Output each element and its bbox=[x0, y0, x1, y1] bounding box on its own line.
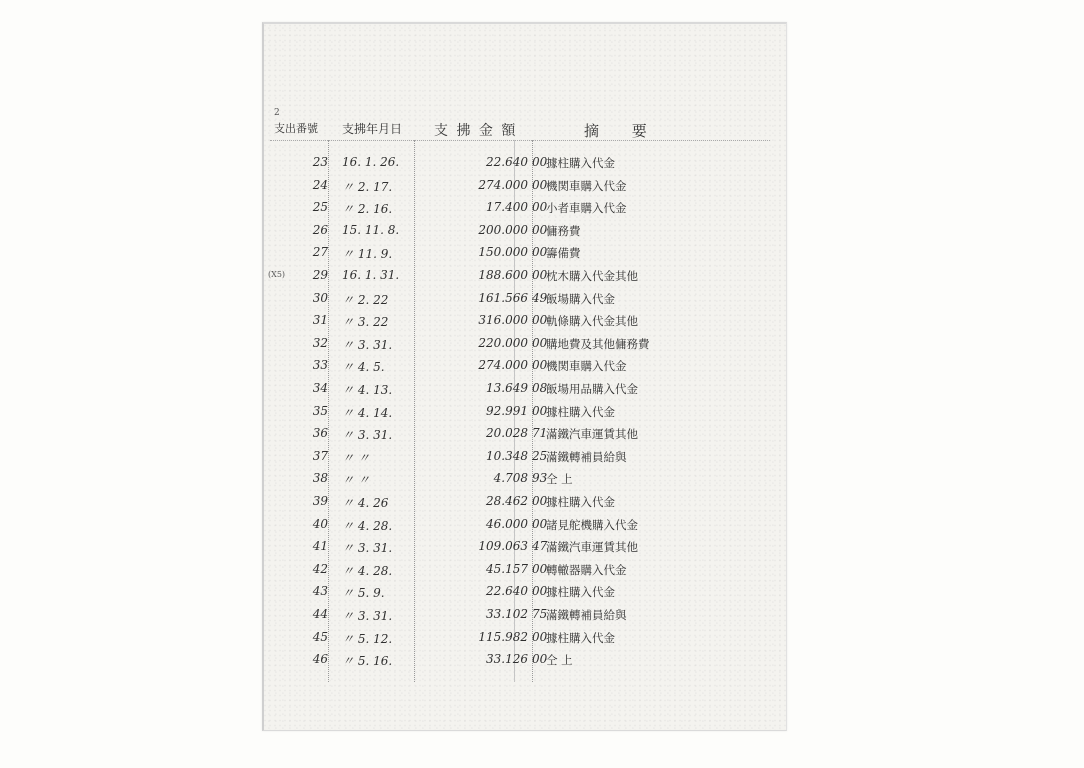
ledger-row bbox=[264, 242, 784, 264]
payment-amount: 161.566 bbox=[478, 290, 528, 305]
payment-amount-decimal: 00 bbox=[532, 245, 548, 260]
voucher-number: 25 bbox=[312, 200, 328, 215]
voucher-number: 44 bbox=[312, 607, 328, 621]
payment-amount: 17.400 bbox=[486, 200, 528, 215]
voucher-number: 26 bbox=[312, 222, 328, 237]
ledger-row bbox=[264, 355, 784, 377]
payment-date: 〃 11. 9. bbox=[342, 247, 393, 262]
payment-amount: 13.649 bbox=[486, 381, 528, 395]
payment-amount-decimal: 00 bbox=[532, 200, 548, 215]
payment-amount-decimal: 00 bbox=[532, 177, 548, 192]
payment-summary: 飯場用品購入代金 bbox=[546, 382, 638, 396]
payment-amount-decimal: 00 bbox=[532, 516, 548, 531]
payment-amount: 115.982 bbox=[478, 629, 528, 644]
payment-amount-decimal: 00 bbox=[532, 313, 548, 328]
payment-amount-decimal: 00 bbox=[532, 155, 548, 169]
payment-amount-decimal: 00 bbox=[532, 561, 548, 576]
ledger-row bbox=[264, 446, 784, 468]
payment-date: 〃 2. 17. bbox=[342, 179, 393, 194]
payment-amount: 274.000 bbox=[478, 358, 528, 373]
payment-amount: 4.708 bbox=[493, 471, 528, 486]
payment-amount-decimal: 93 bbox=[532, 471, 548, 486]
payment-amount: 33.102 bbox=[486, 607, 528, 621]
voucher-number: 32 bbox=[312, 335, 328, 350]
ledger-row bbox=[264, 175, 784, 197]
payment-date: 〃 3. 31. bbox=[342, 337, 393, 352]
voucher-number: 45 bbox=[312, 629, 328, 644]
payment-summary: 傭務費 bbox=[546, 223, 581, 238]
ledger-row bbox=[264, 627, 784, 649]
payment-amount: 188.600 bbox=[478, 268, 528, 282]
payment-summary: 仝 上 bbox=[546, 653, 573, 668]
ledger-row bbox=[264, 378, 784, 400]
voucher-number: 46 bbox=[312, 652, 328, 667]
payment-amount: 220.000 bbox=[478, 335, 528, 350]
voucher-number: 40 bbox=[312, 516, 328, 531]
ledger-row bbox=[264, 559, 784, 581]
payment-amount-decimal: 00 bbox=[532, 652, 548, 667]
payment-summary: 枕木購入代金其他 bbox=[546, 269, 638, 283]
payment-amount: 33.126 bbox=[486, 652, 528, 667]
voucher-number: 42 bbox=[312, 561, 328, 576]
ledger-row bbox=[264, 197, 784, 219]
payment-amount: 92.991 bbox=[486, 403, 528, 418]
payment-amount: 150.000 bbox=[478, 245, 528, 260]
payment-date: 〃 5. 12. bbox=[342, 631, 393, 646]
voucher-number: 23 bbox=[312, 155, 328, 169]
payment-amount-decimal: 00 bbox=[532, 268, 548, 282]
payment-date: 15. 11. 8. bbox=[342, 222, 400, 237]
payment-amount-decimal: 08 bbox=[532, 381, 548, 395]
ledger-row bbox=[264, 423, 784, 445]
voucher-number: 24 bbox=[312, 177, 328, 192]
payment-summary: 小者車購入代金 bbox=[546, 201, 627, 216]
payment-amount: 46.000 bbox=[486, 516, 528, 531]
payment-summary: 諸見舵機購入代金 bbox=[546, 517, 638, 532]
ledger-row bbox=[264, 220, 784, 242]
payment-date: 〃 3. 31. bbox=[342, 541, 393, 556]
payment-amount-decimal: 00 bbox=[532, 494, 548, 508]
ledger-sheet bbox=[262, 22, 787, 731]
payment-amount-decimal: 00 bbox=[532, 335, 548, 350]
payment-date: 〃 5. 16. bbox=[342, 654, 393, 669]
payment-date: 〃 5. 9. bbox=[342, 586, 385, 601]
payment-summary: 滿鐵汽車運賃其他 bbox=[546, 427, 638, 442]
payment-date: 〃 〃 bbox=[342, 450, 370, 465]
header-payment-date: 支拂年月日 bbox=[342, 122, 403, 136]
ledger-row bbox=[264, 468, 784, 490]
payment-date: 16. 1. 31. bbox=[342, 268, 400, 282]
payment-amount-decimal: 49 bbox=[532, 290, 548, 305]
payment-summary: 軌條購入代金其他 bbox=[546, 314, 638, 329]
payment-summary: 籌備費 bbox=[546, 246, 581, 261]
payment-date: 〃 〃 bbox=[342, 473, 370, 488]
payment-date: 〃 4. 28. bbox=[342, 518, 393, 533]
payment-amount-decimal: 71 bbox=[532, 426, 548, 441]
payment-amount: 10.348 bbox=[486, 448, 528, 463]
payment-summary: 據柱購入代金 bbox=[546, 495, 615, 509]
payment-summary: 據柱購入代金 bbox=[546, 156, 615, 170]
payment-summary: 滿鐵轉補員給與 bbox=[546, 608, 627, 622]
payment-date: 〃 4. 5. bbox=[342, 360, 385, 375]
voucher-number: 34 bbox=[312, 381, 328, 395]
payment-amount: 316.000 bbox=[478, 313, 528, 328]
payment-summary: 購地費及其他傭務費 bbox=[546, 336, 650, 351]
payment-date: 〃 3. 31. bbox=[342, 609, 393, 623]
payment-summary: 轉轍器購入代金 bbox=[546, 562, 627, 577]
payment-amount-decimal: 00 bbox=[532, 403, 548, 418]
header-summary: 摘 要 bbox=[584, 122, 661, 140]
ledger-row bbox=[264, 265, 784, 287]
voucher-number: 27 bbox=[312, 245, 328, 260]
voucher-number: 36 bbox=[312, 426, 328, 441]
payment-summary: 飯場購入代金 bbox=[546, 291, 615, 306]
payment-summary: 機関車購入代金 bbox=[546, 359, 627, 374]
payment-summary: 據柱購入代金 bbox=[546, 585, 615, 600]
payment-date: 〃 4. 28. bbox=[342, 563, 393, 578]
payment-summary: 據柱購入代金 bbox=[546, 630, 615, 645]
payment-amount: 274.000 bbox=[478, 177, 528, 192]
payment-summary: 據柱購入代金 bbox=[546, 404, 615, 419]
payment-amount-decimal: 00 bbox=[532, 222, 548, 237]
ledger-row bbox=[264, 401, 784, 423]
payment-amount: 45.157 bbox=[486, 561, 528, 576]
payment-amount-decimal: 25 bbox=[532, 448, 548, 463]
ledger-row bbox=[264, 310, 784, 332]
ledger-row bbox=[264, 152, 784, 174]
payment-date: 〃 2. 16. bbox=[342, 202, 393, 217]
header-voucher-no: 支出番號 bbox=[274, 122, 318, 135]
payment-amount: 200.000 bbox=[478, 222, 528, 237]
voucher-number: 43 bbox=[312, 584, 328, 599]
payment-summary: 滿鐵汽車運賃其他 bbox=[546, 540, 638, 555]
voucher-number: 37 bbox=[312, 448, 328, 463]
payment-amount-decimal: 75 bbox=[532, 607, 548, 621]
ledger-row bbox=[264, 649, 784, 671]
payment-amount: 22.640 bbox=[486, 155, 528, 169]
payment-amount: 20.028 bbox=[486, 426, 528, 441]
voucher-number: 30 bbox=[312, 290, 328, 305]
payment-amount: 109.063 bbox=[478, 539, 528, 554]
payment-amount-decimal: 47 bbox=[532, 539, 548, 554]
payment-date: 〃 4. 13. bbox=[342, 383, 393, 397]
payment-summary: 滿鐵轉補員給與 bbox=[546, 449, 627, 464]
payment-amount-decimal: 00 bbox=[532, 629, 548, 644]
voucher-number: 31 bbox=[312, 313, 328, 328]
ledger-row bbox=[264, 514, 784, 536]
voucher-number: 38 bbox=[312, 471, 328, 486]
ledger-row bbox=[264, 491, 784, 513]
ledger-row bbox=[264, 333, 784, 355]
payment-summary: 機関車購入代金 bbox=[546, 178, 627, 193]
payment-date: 〃 3. 22 bbox=[342, 315, 389, 330]
ledger-row bbox=[264, 604, 784, 626]
payment-amount-decimal: 00 bbox=[532, 358, 548, 373]
header-rule bbox=[270, 140, 770, 141]
payment-date: 16. 1. 26. bbox=[342, 155, 400, 169]
payment-amount-decimal: 00 bbox=[532, 584, 548, 599]
payment-date: 〃 2. 22 bbox=[342, 292, 389, 307]
ledger-row bbox=[264, 536, 784, 558]
corner-note: 2 bbox=[274, 108, 280, 118]
payment-date: 〃 3. 31. bbox=[342, 428, 393, 443]
voucher-number: 39 bbox=[312, 494, 328, 508]
ledger-row bbox=[264, 288, 784, 310]
payment-summary: 仝 上 bbox=[546, 472, 573, 487]
payment-amount: 28.462 bbox=[486, 494, 528, 508]
voucher-number: 35 bbox=[312, 403, 328, 418]
voucher-number: 33 bbox=[312, 358, 328, 373]
voucher-number: 29 bbox=[312, 268, 328, 282]
payment-amount: 22.640 bbox=[486, 584, 528, 599]
margin-note: (X5) bbox=[268, 270, 286, 279]
voucher-number: 41 bbox=[312, 539, 328, 554]
header-payment-amount: 支 拂 金 額 bbox=[434, 123, 518, 139]
ledger-row bbox=[264, 581, 784, 603]
payment-date: 〃 4. 14. bbox=[342, 405, 393, 420]
payment-date: 〃 4. 26 bbox=[342, 496, 389, 510]
